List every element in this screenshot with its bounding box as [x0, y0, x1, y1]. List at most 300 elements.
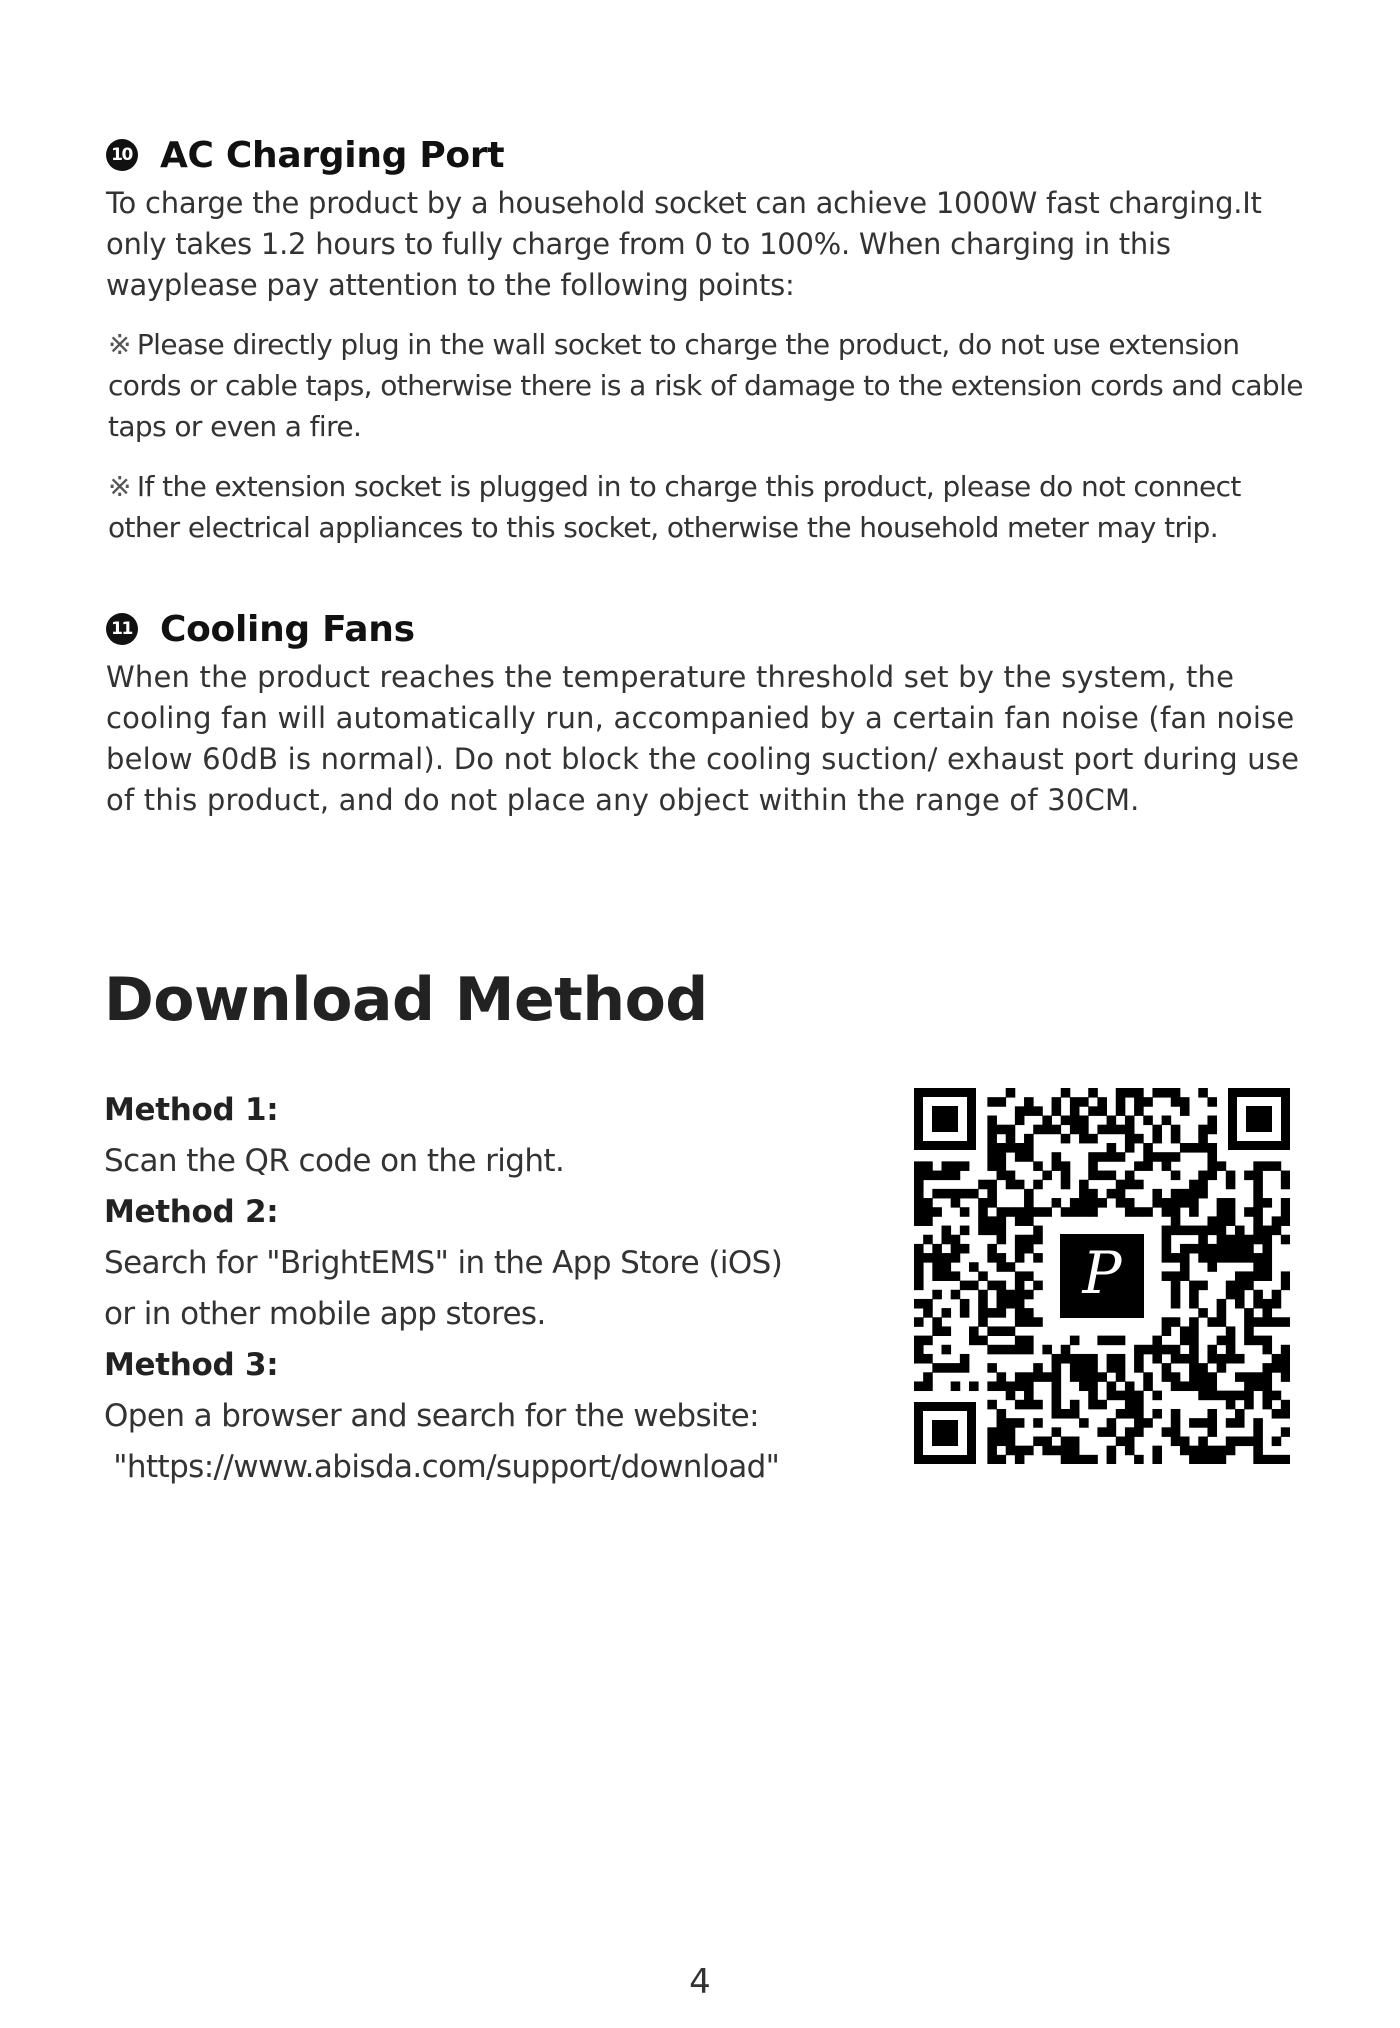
qr-module [1198, 1446, 1208, 1456]
qr-module [1061, 1409, 1071, 1419]
qr-module [997, 1455, 1007, 1464]
qr-module [960, 1308, 970, 1318]
qr-module [942, 1189, 952, 1199]
qr-module [1042, 1345, 1052, 1355]
qr-module [923, 1216, 933, 1226]
qr-module [1052, 1427, 1062, 1437]
qr-module [1217, 1336, 1227, 1346]
qr-module [1015, 1381, 1025, 1391]
qr-module [1088, 1189, 1098, 1199]
qr-module [1116, 1391, 1126, 1401]
qr-module [1171, 1216, 1181, 1226]
qr-module [1134, 1180, 1144, 1190]
qr-module [1033, 1253, 1043, 1263]
qr-module [1207, 1262, 1217, 1272]
qr-module [1152, 1152, 1162, 1162]
qr-module [1207, 1116, 1217, 1126]
qr-module [1198, 1372, 1208, 1382]
qr-module [1125, 1427, 1135, 1437]
qr-module [1198, 1244, 1208, 1254]
qr-module [1088, 1400, 1098, 1410]
method-text: Scan the QR code on the right. [104, 1143, 565, 1179]
qr-module [1006, 1088, 1016, 1098]
qr-module [987, 1134, 997, 1144]
qr-module [987, 1446, 997, 1456]
qr-module [1235, 1354, 1245, 1364]
qr-module [1171, 1198, 1181, 1208]
qr-module [1015, 1446, 1025, 1456]
qr-module [914, 1281, 924, 1291]
qr-module [951, 1381, 961, 1391]
method-label: Method 2: [104, 1194, 279, 1230]
qr-module [1125, 1391, 1135, 1401]
qr-module [1052, 1097, 1062, 1107]
qr-module [1033, 1436, 1043, 1446]
qr-module [1042, 1446, 1052, 1456]
qr-module [1262, 1345, 1272, 1355]
qr-module [1253, 1189, 1263, 1199]
qr-module [1097, 1427, 1107, 1437]
qr-module [1262, 1400, 1272, 1410]
qr-module [987, 1125, 997, 1135]
qr-module [1134, 1161, 1144, 1171]
qr-module [1070, 1106, 1080, 1116]
qr-module [1171, 1436, 1181, 1446]
qr-module [997, 1171, 1007, 1181]
qr-module [1198, 1134, 1208, 1144]
qr-module [987, 1244, 997, 1254]
qr-finder-top-left [914, 1088, 976, 1150]
qr-module [1052, 1161, 1062, 1171]
qr-module [1125, 1400, 1135, 1410]
qr-module [1125, 1088, 1135, 1098]
qr-module [960, 1189, 970, 1199]
qr-module [1244, 1235, 1254, 1245]
qr-module [969, 1326, 979, 1336]
qr-module [923, 1299, 933, 1309]
qr-module [1052, 1381, 1062, 1391]
qr-module [1207, 1409, 1217, 1419]
qr-module [1125, 1446, 1135, 1456]
qr-module [1180, 1198, 1190, 1208]
qr-module [1107, 1116, 1117, 1126]
qr-module [1024, 1244, 1034, 1254]
qr-module [1281, 1271, 1290, 1281]
qr-module [987, 1143, 997, 1153]
qr-module [1042, 1436, 1052, 1446]
qr-module [1162, 1363, 1172, 1373]
qr-module [1235, 1244, 1245, 1254]
qr-module [1235, 1418, 1245, 1428]
qr-module [1006, 1299, 1016, 1309]
qr-module [1107, 1391, 1117, 1401]
qr-module [1217, 1308, 1227, 1318]
qr-module [1061, 1455, 1071, 1464]
qr-module [1070, 1455, 1080, 1464]
qr-module [1207, 1097, 1217, 1107]
qr-module [942, 1235, 952, 1245]
qr-module [1226, 1326, 1236, 1336]
qr-module [1207, 1152, 1217, 1162]
qr-module [1198, 1391, 1208, 1401]
qr-module [1006, 1345, 1016, 1355]
qr-module [1207, 1161, 1217, 1171]
qr-module [1061, 1088, 1071, 1098]
qr-module [1226, 1336, 1236, 1346]
qr-module [1207, 1244, 1217, 1254]
qr-module [1052, 1391, 1062, 1401]
qr-module [1052, 1198, 1062, 1208]
qr-module [1042, 1116, 1052, 1126]
qr-module [987, 1363, 997, 1373]
method-text: Search for "BrightEMS" in the App Store (iOS) [104, 1245, 783, 1281]
qr-module [1171, 1189, 1181, 1199]
qr-module [1152, 1409, 1162, 1419]
reference-mark-icon: ※ [108, 328, 131, 361]
qr-module [1207, 1455, 1217, 1464]
qr-module [1244, 1381, 1254, 1391]
qr-module [997, 1235, 1007, 1245]
qr-module [1079, 1180, 1089, 1190]
qr-module [1281, 1345, 1290, 1355]
qr-module [1152, 1455, 1162, 1464]
qr-module [1024, 1097, 1034, 1107]
qr-module [1189, 1418, 1199, 1428]
qr-module [951, 1363, 961, 1373]
qr-module [1152, 1391, 1162, 1401]
qr-module [1088, 1198, 1098, 1208]
qr-module [978, 1271, 988, 1281]
qr-module [1217, 1216, 1227, 1226]
qr-module [997, 1161, 1007, 1171]
qr-module [1070, 1198, 1080, 1208]
qr-module [1024, 1152, 1034, 1162]
qr-module [942, 1326, 952, 1336]
qr-module [1088, 1207, 1098, 1217]
qr-module [1061, 1180, 1071, 1190]
qr-module [1052, 1152, 1062, 1162]
qr-module [942, 1345, 952, 1355]
qr-module [997, 1262, 1007, 1272]
qr-module [997, 1281, 1007, 1291]
qr-module [932, 1326, 942, 1336]
qr-module [1052, 1372, 1062, 1382]
qr-module [1171, 1088, 1181, 1098]
qr-module [987, 1400, 997, 1410]
qr-module [1217, 1235, 1227, 1245]
qr-module [1116, 1436, 1126, 1446]
qr-module [1171, 1345, 1181, 1355]
qr-module [1061, 1207, 1071, 1217]
qr-module [932, 1244, 942, 1254]
qr-module [1281, 1372, 1290, 1382]
qr-module [1061, 1345, 1071, 1355]
qr-module [1253, 1381, 1263, 1391]
qr-module [987, 1253, 997, 1263]
qr-module [1253, 1171, 1263, 1181]
qr-module [987, 1180, 997, 1190]
qr-module [1024, 1400, 1034, 1410]
qr-code-graphic [914, 1088, 1290, 1464]
qr-module [1171, 1134, 1181, 1144]
qr-module [1097, 1171, 1107, 1181]
qr-module [1226, 1345, 1236, 1355]
qr-module [1189, 1281, 1199, 1291]
qr-module [1143, 1372, 1153, 1382]
qr-module [1198, 1235, 1208, 1245]
download-method-title: Download Method [104, 965, 708, 1035]
qr-module [1189, 1198, 1199, 1208]
qr-module [1097, 1152, 1107, 1162]
qr-module [997, 1436, 1007, 1446]
qr-module [1281, 1317, 1290, 1327]
qr-module [1116, 1097, 1126, 1107]
qr-module [1088, 1363, 1098, 1373]
qr-module [914, 1216, 924, 1226]
qr-module [1198, 1088, 1208, 1098]
qr-module [1189, 1455, 1199, 1464]
qr-module [1217, 1244, 1227, 1254]
qr-module [1244, 1336, 1254, 1346]
qr-module [1097, 1400, 1107, 1410]
qr-module [1207, 1317, 1217, 1327]
qr-module [1262, 1308, 1272, 1318]
qr-module [1125, 1180, 1135, 1190]
qr-module [1107, 1418, 1117, 1428]
qr-module [960, 1244, 970, 1254]
qr-finder-top-right [1228, 1088, 1290, 1150]
qr-module [1070, 1207, 1080, 1217]
qr-module [978, 1198, 988, 1208]
qr-module [1235, 1290, 1245, 1300]
qr-module [987, 1161, 997, 1171]
qr-module [1088, 1391, 1098, 1401]
qr-module [1226, 1290, 1236, 1300]
qr-module [1070, 1354, 1080, 1364]
qr-module [942, 1363, 952, 1373]
qr-module [1235, 1253, 1245, 1263]
qr-module [951, 1244, 961, 1254]
qr-module [1134, 1400, 1144, 1410]
qr-module [1134, 1409, 1144, 1419]
qr-module [1253, 1455, 1263, 1464]
qr-module [1281, 1281, 1290, 1291]
qr-module [1052, 1446, 1062, 1456]
qr-module [1189, 1290, 1199, 1300]
qr-module [987, 1308, 997, 1318]
qr-module [960, 1281, 970, 1291]
qr-module [1207, 1171, 1217, 1181]
qr-module [1024, 1391, 1034, 1401]
qr-module [1180, 1271, 1190, 1281]
qr-module [1272, 1317, 1282, 1327]
qr-module [1272, 1290, 1282, 1300]
qr-module [1235, 1271, 1245, 1281]
qr-module [1253, 1436, 1263, 1446]
section-number-badge: 11 [106, 613, 138, 645]
qr-module [1180, 1262, 1190, 1272]
qr-module [1024, 1198, 1034, 1208]
qr-module [1006, 1143, 1016, 1153]
qr-module [969, 1281, 979, 1291]
qr-module [1097, 1125, 1107, 1135]
app-logo-letter: P [1082, 1239, 1122, 1307]
qr-module [1262, 1372, 1272, 1382]
qr-module [1006, 1391, 1016, 1401]
qr-module [1042, 1125, 1052, 1135]
qr-module [1180, 1189, 1190, 1199]
qr-module [1088, 1152, 1098, 1162]
qr-module [1281, 1180, 1290, 1190]
qr-module [1198, 1418, 1208, 1428]
qr-module [978, 1317, 988, 1327]
qr-module [1226, 1446, 1236, 1456]
app-logo-icon [1054, 1228, 1150, 1324]
qr-module [1226, 1244, 1236, 1254]
qr-module [1262, 1235, 1272, 1245]
qr-module [1024, 1345, 1034, 1355]
qr-module [1262, 1262, 1272, 1272]
qr-module [1189, 1363, 1199, 1373]
qr-module [1226, 1235, 1236, 1245]
qr-module [923, 1354, 933, 1364]
qr-module [960, 1363, 970, 1373]
qr-module [1226, 1253, 1236, 1263]
qr-module [1088, 1171, 1098, 1181]
method-label: Method 3: [104, 1347, 279, 1383]
qr-module [1134, 1088, 1144, 1098]
qr-module [1226, 1354, 1236, 1364]
qr-module [1198, 1143, 1208, 1153]
qr-module [1198, 1455, 1208, 1464]
qr-module [1079, 1207, 1089, 1217]
qr-module [1272, 1216, 1282, 1226]
qr-module [1125, 1198, 1135, 1208]
qr-module [1134, 1207, 1144, 1217]
qr-code-icon [914, 1088, 1290, 1464]
note-text: If the extension socket is plugged in to charge this product, please do not connect other electrical appliances to this socket, otherwise the household meter may trip. [108, 470, 1241, 544]
qr-module [1253, 1336, 1263, 1346]
qr-module [932, 1363, 942, 1373]
qr-module [1272, 1391, 1282, 1401]
qr-module [951, 1161, 961, 1171]
qr-module [1015, 1336, 1025, 1346]
qr-module [1107, 1446, 1117, 1456]
qr-module [1015, 1455, 1025, 1464]
qr-module [969, 1381, 979, 1391]
qr-module [1272, 1226, 1282, 1236]
qr-module [1272, 1161, 1282, 1171]
qr-module [914, 1207, 924, 1217]
download-methods-list [104, 1085, 824, 1493]
qr-module [1171, 1299, 1181, 1309]
qr-module [1198, 1281, 1208, 1291]
qr-module [1198, 1436, 1208, 1446]
qr-module [1262, 1336, 1272, 1346]
qr-module [942, 1171, 952, 1181]
qr-module [987, 1281, 997, 1291]
qr-module [1006, 1171, 1016, 1181]
qr-module [1006, 1134, 1016, 1144]
qr-module [1079, 1372, 1089, 1382]
qr-module [1015, 1271, 1025, 1281]
qr-module [1272, 1436, 1282, 1446]
qr-module [1107, 1152, 1117, 1162]
qr-module [1198, 1180, 1208, 1190]
qr-module [997, 1125, 1007, 1135]
qr-module [1152, 1134, 1162, 1144]
qr-module [997, 1427, 1007, 1437]
qr-module [1244, 1207, 1254, 1217]
qr-module [951, 1171, 961, 1181]
qr-module [1024, 1317, 1034, 1327]
qr-module [923, 1336, 933, 1346]
qr-module [1152, 1198, 1162, 1208]
qr-module [1162, 1226, 1172, 1236]
qr-module [1162, 1235, 1172, 1245]
qr-module [1262, 1299, 1272, 1309]
qr-module [978, 1308, 988, 1318]
note-item [108, 466, 1318, 548]
qr-module [987, 1152, 997, 1162]
qr-module [997, 1326, 1007, 1336]
qr-module [1171, 1152, 1181, 1162]
qr-module [1152, 1345, 1162, 1355]
qr-module [1134, 1455, 1144, 1464]
qr-module [997, 1226, 1007, 1236]
qr-module [1088, 1372, 1098, 1382]
qr-module [923, 1171, 933, 1181]
reference-mark-icon: ※ [108, 470, 131, 503]
qr-module [1015, 1345, 1025, 1355]
qr-module [1006, 1381, 1016, 1391]
qr-module [1116, 1336, 1126, 1346]
qr-module [1162, 1372, 1172, 1382]
qr-module [1033, 1207, 1043, 1217]
qr-module [1042, 1207, 1052, 1217]
qr-module [1235, 1409, 1245, 1419]
qr-module [1024, 1381, 1034, 1391]
qr-module [1244, 1308, 1254, 1318]
qr-module [932, 1290, 942, 1300]
qr-module [1217, 1354, 1227, 1364]
qr-module [923, 1161, 933, 1171]
qr-module [1162, 1116, 1172, 1126]
qr-module [1189, 1372, 1199, 1382]
qr-module [1070, 1436, 1080, 1446]
qr-module [1061, 1161, 1071, 1171]
qr-module [1262, 1317, 1272, 1327]
qr-module [1281, 1455, 1290, 1464]
qr-module [978, 1336, 988, 1346]
qr-module [914, 1299, 924, 1309]
qr-module [932, 1253, 942, 1263]
qr-module [987, 1345, 997, 1355]
qr-module [1116, 1198, 1126, 1208]
qr-module [1217, 1299, 1227, 1309]
section-paragraph: When the product reaches the temperature threshold set by the system, the cooling fan will automatically run, accompanied by a certain fan noise (fan noise below 60dB is normal). Do not block the cooling suction/ exhaust port during use of this product, and do not place any object within the range of 30CM. [106, 660, 1300, 817]
qr-module [1061, 1436, 1071, 1446]
method-text: Open a browser and search for the website: [104, 1398, 759, 1434]
qr-module [1281, 1409, 1290, 1419]
qr-module [1125, 1436, 1135, 1446]
qr-module [1189, 1143, 1199, 1153]
qr-module [1116, 1354, 1126, 1364]
section-ac-charging-port [106, 133, 1306, 548]
qr-module [1207, 1446, 1217, 1456]
qr-module [1262, 1253, 1272, 1263]
qr-module [1189, 1299, 1199, 1309]
